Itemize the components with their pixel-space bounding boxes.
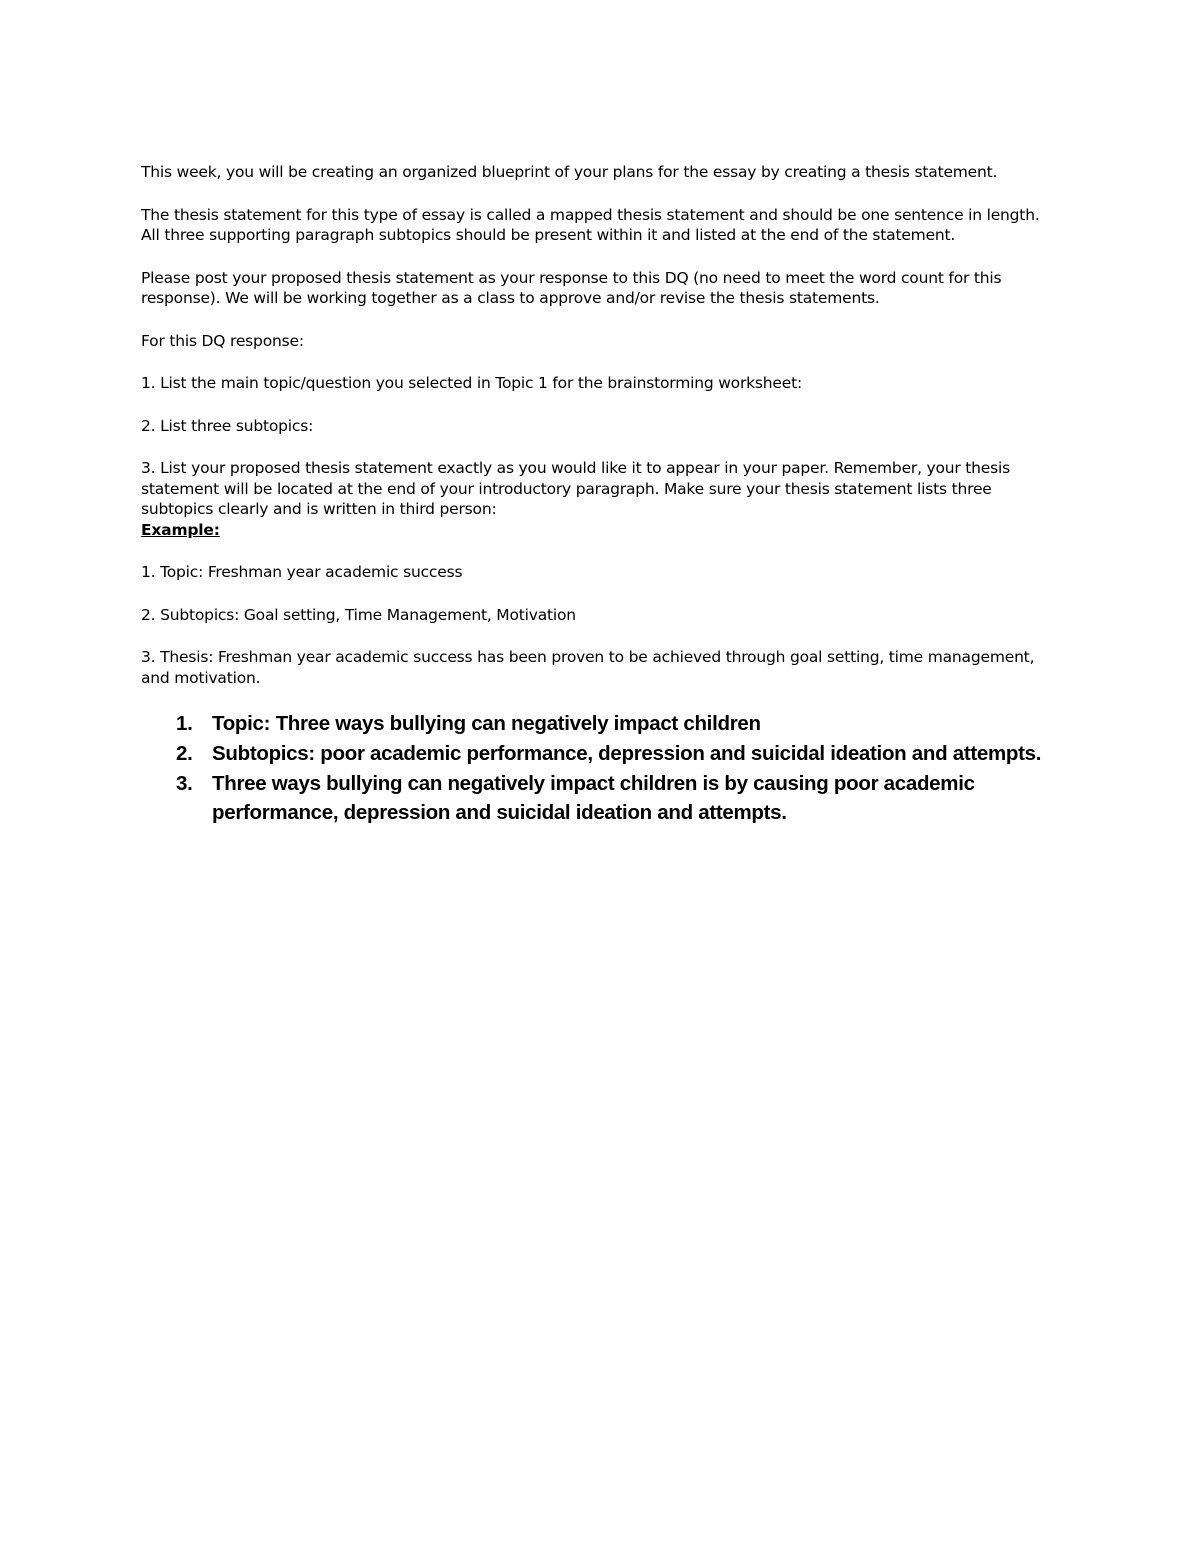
- example-topic: 1. Topic: Freshman year academic success: [141, 563, 463, 581]
- thesis-description-paragraph: The thesis statement for this type of essay is called a mapped thesis statement and should be one sentence in length. All three supporting paragraph subtopics should be present within it and listed at the end of the statement.: [141, 205, 1040, 244]
- step-1-instruction: 1. List the main topic/question you selected in Topic 1 for the brainstorming worksheet:: [141, 374, 802, 392]
- answer-item-topic: [141, 710, 1042, 739]
- example-label: Example:: [141, 520, 220, 539]
- answer-number: 2.: [176, 742, 193, 765]
- answer-text: Topic: Three ways bullying can negatively impact children: [212, 712, 761, 735]
- step-2-instruction: 2. List three subtopics:: [141, 416, 314, 435]
- answer-item-subtopics: [141, 740, 1042, 769]
- post-request-paragraph: Please post your proposed thesis statement as your response to this DQ (no need to meet the word count for this response). We will be working together as a class to approve and/or revise the thesis statements.: [141, 268, 1002, 307]
- answer-text: Subtopics: poor academic performance, depression and suicidal ideation and attempts.: [212, 742, 1042, 765]
- answer-text: Three ways bullying can negatively impact children is by causing poor academic performance, depression and suicidal ideation and attempts.: [212, 772, 975, 824]
- answer-number: 1.: [176, 712, 193, 735]
- intro-paragraph: This week, you will be creating an organized blueprint of your plans for the essay by creating a thesis statement.: [141, 163, 998, 181]
- document-body: [141, 162, 1061, 829]
- step-3-instruction: 3. List your proposed thesis statement exactly as you would like it to appear in your paper. Remember, your thesis statement will be located at the end of your introductory paragraph. Make sure your thesis statement lists three subtopics clearly and is written in third person:: [141, 459, 1011, 518]
- response-heading: For this DQ response:: [141, 331, 304, 350]
- answer-item-thesis: [141, 770, 1042, 827]
- answer-list: [141, 710, 1061, 827]
- answer-number: 3.: [176, 772, 193, 795]
- example-subtopics: 2. Subtopics: Goal setting, Time Management, Motivation: [141, 605, 576, 624]
- example-thesis: 3. Thesis: Freshman year academic success has been proven to be achieved through goal setting, time management, and motivation.: [141, 648, 1035, 687]
